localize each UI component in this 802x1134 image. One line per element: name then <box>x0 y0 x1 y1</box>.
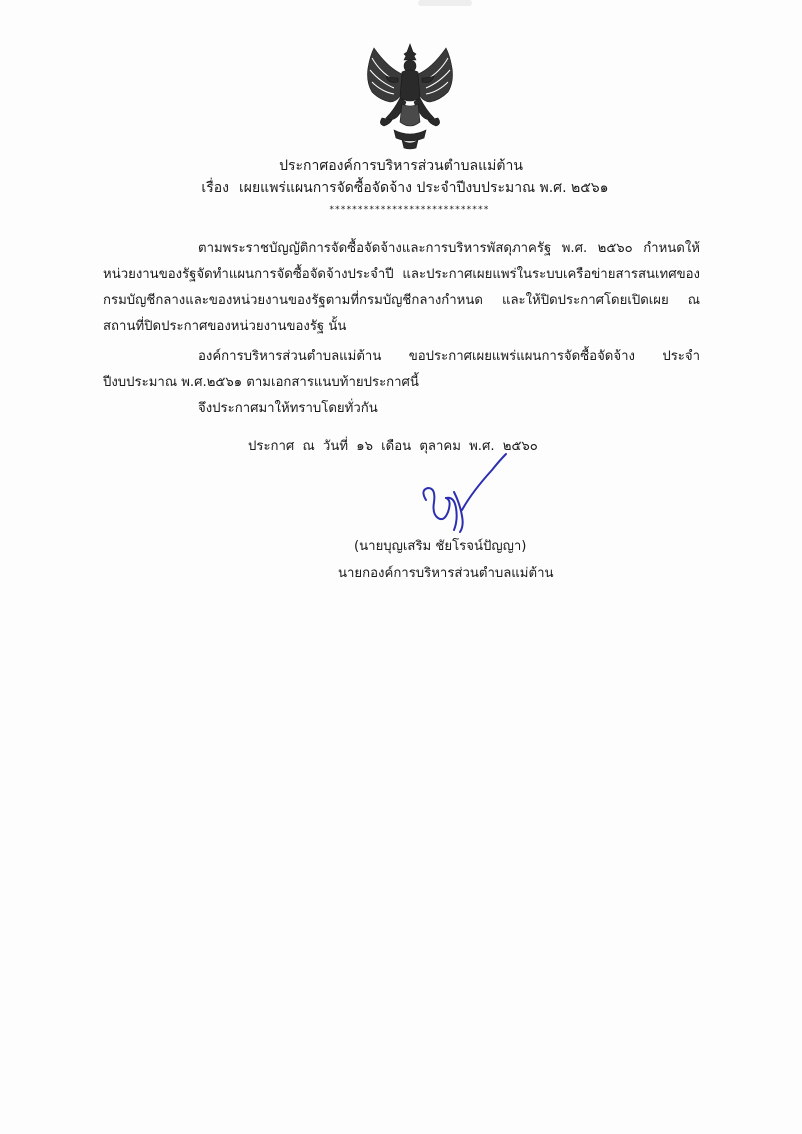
body-paragraph-3: จึงประกาศมาให้ทราบโดยทั่วกัน <box>198 401 378 416</box>
garuda-emblem-icon <box>358 38 462 150</box>
announcement-subject <box>0 179 802 197</box>
announcement-title: ประกาศองค์การบริหารส่วนตำบลแม่ต้าน <box>279 158 523 174</box>
body-paragraph-1: ตามพระราชบัญญัติการจัดซื้อจัดจ้างและการบริหารพัสดุภาครัฐ พ.ศ. ๒๕๖๐ กำหนดให้หน่วยงานของรัฐจัดทำแผนการจัดซื้อจัดจ้างประจำปี และประกาศเผยแพร่ในระบบเครือข่ายสารสนเทศของกรมบัญชีกลางและของหน่วยงานของรัฐตามที่กรมบัญชีกลางกำหนด และให้ปิดประกาศโดยเปิดเผย ณ สถานที่ปิดประกาศของหน่วยงานของรัฐ นั้น <box>103 241 700 334</box>
separator-line: **************************** <box>328 205 490 215</box>
signer-position: นายกองค์การบริหารส่วนตำบลแม่ต้าน <box>338 566 554 581</box>
scan-artifact <box>418 0 472 6</box>
body-paragraph-2: องค์การบริหารส่วนตำบลแม่ต้าน ขอประกาศเผยแพร่แผนการจัดซื้อจัดจ้าง ประจำปีงบประมาณ พ.ศ.๒๕๖๑ ตามเอกสารแนบท้ายประกาศนี้ <box>103 349 700 390</box>
subject-label: เรื่อง <box>201 180 229 196</box>
announcement-date: ประกาศ ณ วันที่ ๑๖ เดือน ตุลาคม พ.ศ. ๒๕๖๐ <box>248 439 538 454</box>
signer-name: (นายบุญเสริม ชัยโรจน์ปัญญา) <box>354 539 527 554</box>
subject-text: เผยแพร่แผนการจัดซื้อจัดจ้าง ประจำปีงบประมาณ พ.ศ. ๒๕๖๑ <box>238 180 609 196</box>
